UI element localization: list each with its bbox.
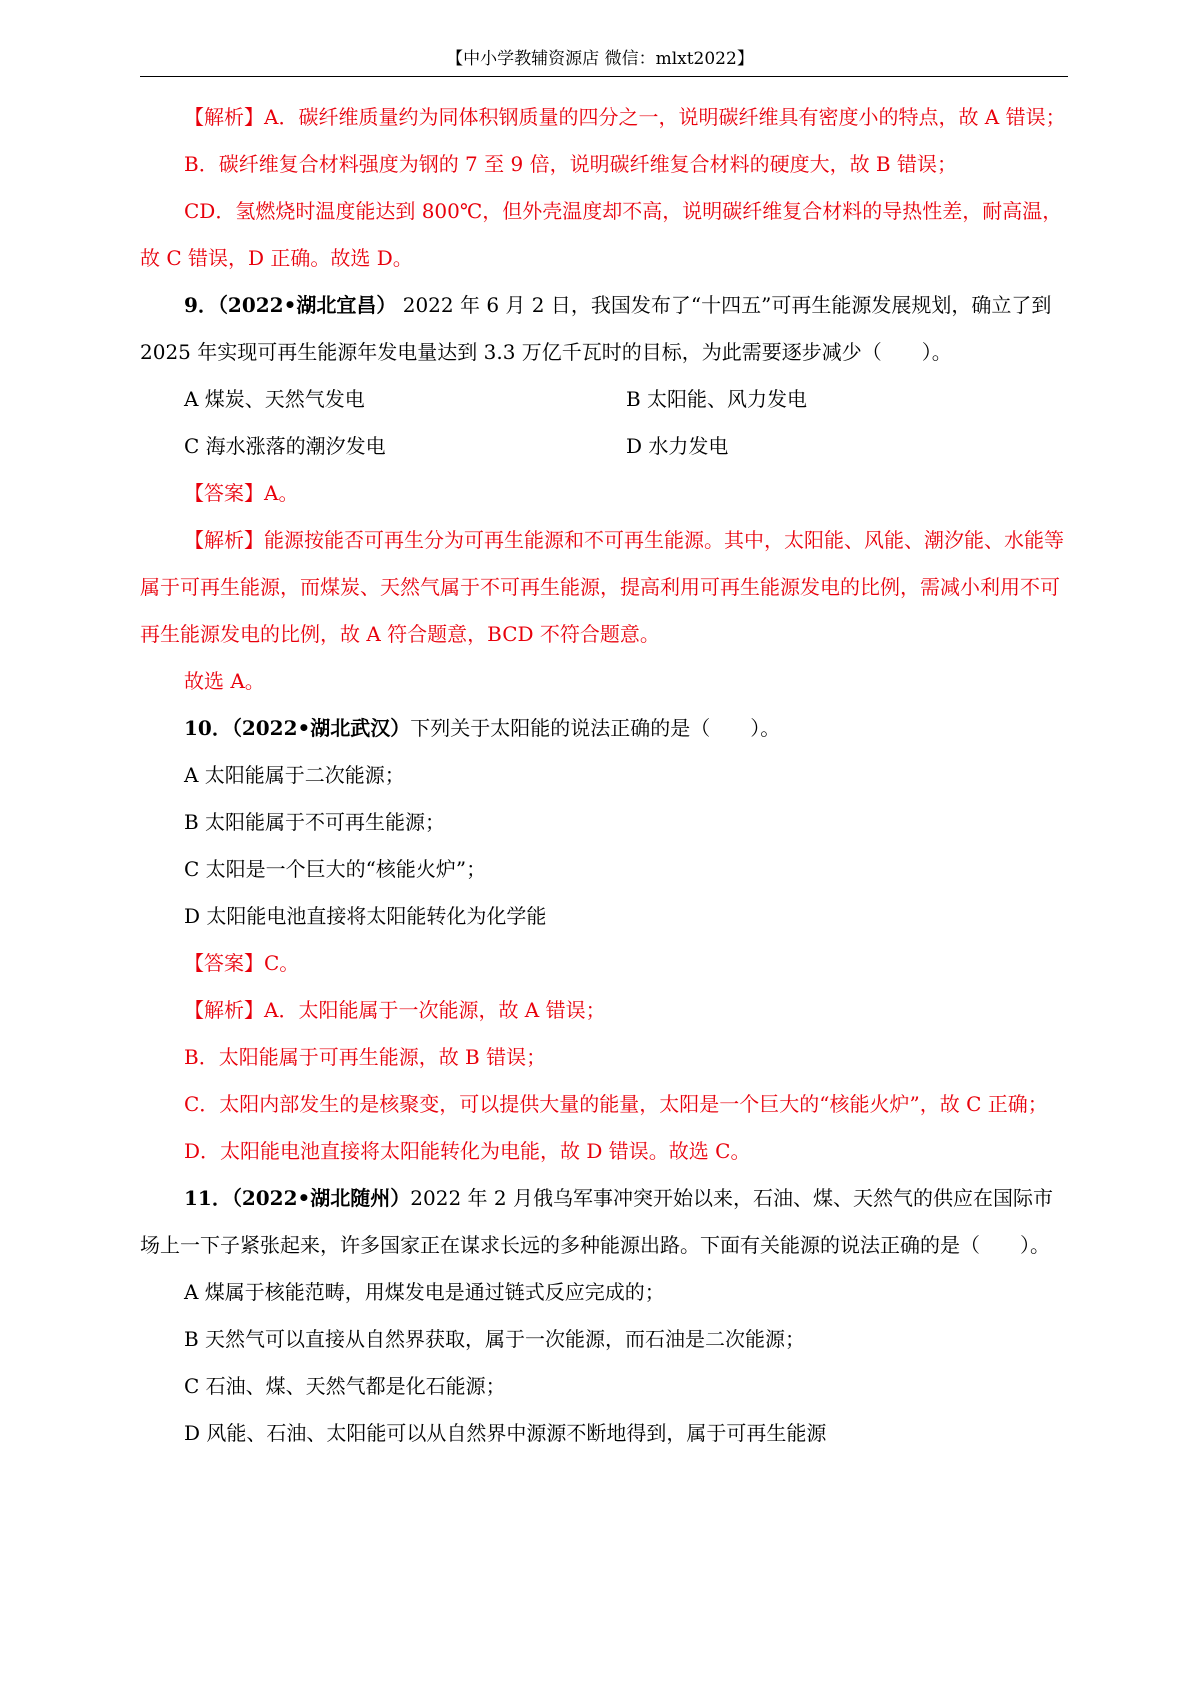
q8-analysis-a-text: A．碳纤维质量约为同体积钢质量的四分之一，说明碳纤维具有密度小的特点，故 A 错误； [264, 105, 1066, 129]
q9-conclusion: 故选 A。 [184, 669, 265, 693]
q10-option-d: D 太阳能电池直接将太阳能转化为化学能 [184, 904, 547, 928]
q10-analysis-d: D．太阳能电池直接将太阳能转化为电能，故 D 错误。故选 C。 [184, 1139, 751, 1163]
q10-option-a: A 太阳能属于二次能源； [184, 763, 405, 787]
q10-analysis-c: C．太阳内部发生的是核聚变，可以提供大量的能量，太阳是一个巨大的“核能火炉”，故 C 正确； [184, 1092, 1048, 1116]
q8-analysis-tag: 【解析】 [184, 105, 264, 129]
q10-analysis-tag: 【解析】 [184, 998, 264, 1022]
q9-options-row-2 [140, 423, 1068, 470]
q9-analysis [140, 517, 1068, 658]
q10-analysis-a-text: A．太阳能属于一次能源，故 A 错误； [264, 998, 606, 1022]
q10-stem [140, 705, 1068, 752]
q9-option-d: D 水力发电 [626, 434, 729, 458]
q8-analysis-cd: CD．氢燃烧时温度能达到 800℃，但外壳温度却不高，说明碳纤维复合材料的导热性差，耐高温，故 C 错误，D 正确。故选 D。 [140, 199, 1063, 270]
q10-option-c: C 太阳是一个巨大的“核能火炉”； [184, 857, 487, 881]
q10-answer-value: C。 [264, 951, 300, 975]
q9-answer [140, 470, 1068, 517]
q9-answer-value: A。 [264, 481, 299, 505]
q9-option-a: A 煤炭、天然气发电 [184, 387, 365, 411]
q10-number: 10．（2022•湖北武汉） [184, 716, 411, 740]
document-body [140, 94, 1068, 1457]
q10-analysis-b: B．太阳能属于可再生能源，故 B 错误； [184, 1045, 547, 1069]
header-divider [140, 76, 1068, 77]
q10-analysis-a [140, 987, 1068, 1034]
q9-options-row-1 [140, 376, 1068, 423]
q9-analysis-tag: 【解析】 [184, 528, 264, 552]
q11-stem [140, 1175, 1068, 1269]
q9-stem-text: 2022 年 6 月 2 日，我国发布了“十四五”可再生能源发展规划，确立了到 2025 年实现可再生能源年发电量达到 3.3 万亿千瓦时的目标，为此需要逐步减少（ ）。 [140, 293, 1052, 364]
q11-number: 11．（2022•湖北随州） [184, 1186, 411, 1210]
q11-option-a: A 煤属于核能范畴，用煤发电是通过链式反应完成的； [184, 1280, 665, 1304]
q11-option-c: C 石油、煤、天然气都是化石能源； [184, 1374, 506, 1398]
q10-answer-tag: 【答案】 [184, 951, 264, 975]
q11-option-b: B 天然气可以直接从自然界获取，属于一次能源，而石油是二次能源； [184, 1327, 806, 1351]
q9-stem [140, 282, 1068, 376]
q11-option-d: D 风能、石油、太阳能可以从自然界中源源不断地得到，属于可再生能源 [184, 1421, 827, 1445]
q9-analysis-text: 能源按能否可再生分为可再生能源和不可再生能源。其中，太阳能、风能、潮汐能、水能等属于可再生能源，而煤炭、天然气属于不可再生能源，提高利用可再生能源发电的比例，需减小利用不可再生能源发电的比例，故 A 符合题意，BCD 不符合题意。 [140, 528, 1064, 646]
q9-option-c: C 海水涨落的潮汐发电 [184, 434, 386, 458]
q9-option-b: B 太阳能、风力发电 [626, 387, 808, 411]
q10-stem-text: 下列关于太阳能的说法正确的是（ ）。 [410, 716, 781, 740]
q11-stem-text: 2022 年 2 月俄乌军事冲突开始以来，石油、煤、天然气的供应在国际市场上一下子紧张起来，许多国家正在谋求长远的多种能源出路。下面有关能源的说法正确的是（ ）。 [140, 1186, 1053, 1257]
q8-analysis-b: B．碳纤维复合材料强度为钢的 7 至 9 倍，说明碳纤维复合材料的硬度大，故 B 错误； [184, 152, 957, 176]
q10-option-b: B 太阳能属于不可再生能源； [184, 810, 446, 834]
page-header: 【中小学教辅资源店 微信：mlxt2022】 [446, 49, 754, 69]
q8-analysis-a [140, 94, 1068, 141]
q9-number: 9．（2022•湖北宜昌） [184, 293, 397, 317]
q10-answer [140, 940, 1068, 987]
q9-answer-tag: 【答案】 [184, 481, 264, 505]
